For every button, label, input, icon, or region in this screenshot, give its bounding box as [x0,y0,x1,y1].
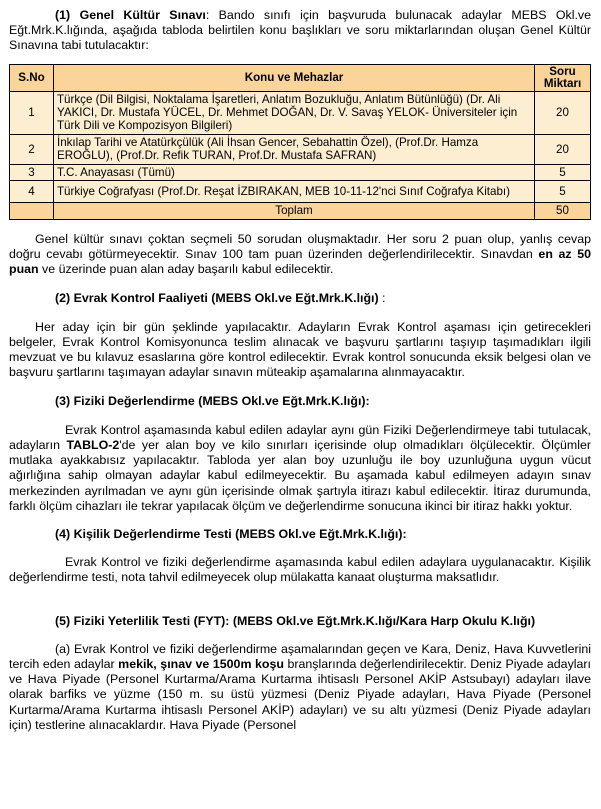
header-soru: Soru Miktarı [535,64,591,91]
section5-text-2: branşlarında değerlendirilecektir. Deniz Piyade adayları ve Hava Piyade (Personel Kurtarma/Arama Kurtarma ihtisaslı Personel AKİP Astsubayı) adayları ilave olarak barfiks ve yüzme (150 m. su üstü yüzmesi (Deniz Piyade adayları, Hava Piyade (Personel Kurtarma/Arama Kurtarma ihtisaslı Personel AKİP) adayları) ve su altı yüzmesi (Deniz Piyade adayları için) testlerine alınacaklardır. Hava Piyade (Personel [9,656,591,732]
section5-bold: mekik, şınav ve 1500m koşu [118,656,284,671]
section4-heading: (4) Kişilik Değerlendirme Testi (MEBS Okl.ve Eğt.Mrk.K.lığı): [55,526,407,541]
section5-heading: (5) Fiziki Yeterlilik Testi (FYT): (MEBS Okl.ve Eğt.Mrk.K.lığı/Kara Harp Okulu K.lığı) [55,613,536,628]
total-value: 50 [535,203,591,219]
table-row [10,91,591,134]
row-konu: İnkılap Tarihi ve Atatürkçülük (Ali İhsan Gencer, Sebahattin Özel), (Prof.Dr. Hamza EROĞLU), (Prof.Dr. Refik TURAN, Prof.Dr. Mustafa SAFRAN) [53,134,534,164]
row-konu: Türkiye Coğrafyası (Prof.Dr. Reşat İZBIRAKAN, MEB 10-11-12'nci Sınıf Coğrafya Kitabı) [53,181,534,203]
section3-title: (3) Fiziki Değerlendirme (MEBS Okl.ve Eğt.Mrk.K.lığı) [55,394,366,409]
row-soru: 5 [535,181,591,203]
section1-title: Genel Kültür Sınavı [79,8,206,22]
section1-text: : Bando sınıfı için başvuruda bulunacak adaylar MEBS Okl.ve Eğt.Mrk.K.lığında, aşağıda tabloda belirtilen konu başlıkları ve soru miktarlarından oluşan Genel Kültür Sınavına tabi tutulacaktır: [9,8,592,53]
genel-text-1: Genel kültür sınavı çoktan seçmeli 50 sorudan oluşmaktadır. Her soru 2 puan olup, yanlış cevap doğru cevabı götürmeyecektir. Sınav 100 tam puan üzerinden değerlendirilecektir. Sınavdan [9,231,591,262]
row-sno: 4 [10,181,54,203]
section2-paragraph: Her aday için bir gün şeklinde yapılacaktır. Adayların Evrak Kontrol aşaması için getirecekleri belgeler, Evrak Kontrol Komisyonunca teslim alınacak ve başvuru şartlarını taşıyıp taşımadıkları ilgili mevzuat ve bu kılavuz esaslarına göre kontrol edilecektir. Evrak kontrol sonucunda eksik belgesi olan ve başvuru şartlarını taşımayan adaylar sınavın müteakip aşamalarına alınmayacaktır. [9,319,591,380]
row-konu: Türkçe (Dil Bilgisi, Noktalama İşaretleri, Anlatım Bozukluğu, Anlatım Bütünlüğü) (Dr. Ali YAKICI, Dr. Mustafa YÜCEL, Dr. Mehmet DOĞAN, Dr. V. Savaş YELOK- Üniversiteler için Türk Dili ve Kompozisyon Bilgileri) [53,91,534,134]
section1-paragraph [9,8,591,54]
section2-heading [55,291,591,306]
genel-kultur-paragraph [9,232,591,278]
section1-number: (1) [55,8,71,22]
subject-table [9,64,591,220]
row-soru: 5 [535,164,591,180]
section2-title: (2) Evrak Kontrol Faaliyeti (MEBS Okl.ve Eğt.Mrk.K.lığı) [55,291,379,306]
table-header-row [10,64,591,91]
row-sno: 3 [10,164,54,180]
total-empty-cell [10,203,54,219]
header-sno: S.No [10,64,54,91]
row-sno: 2 [10,134,54,164]
row-soru: 20 [535,91,591,134]
row-soru: 20 [535,134,591,164]
genel-text-2: ve üzerinde puan alan aday başarılı kabul edilecektir. [38,262,334,277]
section3-paragraph [9,423,591,514]
table-row [10,164,591,180]
section5-text-1: (a) Evrak Kontrol ve fiziki değerlendirme aşamalarından geçen ve Kara, Deniz, Hava Kuvvetlerini tercih eden adaylar [9,641,591,671]
table-row [10,181,591,203]
table-total-row [10,203,591,219]
section5-paragraph [9,642,591,733]
row-konu: T.C. Anayasası (Tümü) [53,164,534,180]
section3-heading [55,394,591,409]
section4-paragraph: Evrak Kontrol ve fiziki değerlendirme aşamasında kabul edilen adaylara uygulanacaktır. Kişilik değerlendirme testi, nota tahvil edilmeyecek olup mülakatta kanaat oluşturma maksatlıdır. [9,555,591,585]
row-sno: 1 [10,91,54,134]
total-label: Toplam [53,203,534,219]
section3-text-1: Evrak Kontrol aşamasında kabul edilen adaylar aynı gün Fiziki Değerlendirmeye tabi tutulacak, adayların [9,422,591,452]
section3-suffix: : [365,394,370,409]
genel-bold: en az 50 puan [9,247,591,277]
header-konu: Konu ve Mehazlar [53,64,534,91]
section2-suffix: : [378,291,386,306]
table-row [10,134,591,164]
section3-bold: TABLO-2 [66,437,120,452]
section3-text-2: 'de yer alan boy ve kilo sınırları içerisinde olup olmadıkları ölçülecektir. Ölçümler mutlaka ayakkabısız yapılacaktır. Tabloda yer alan boy uzunluğu ile boy uzunluğuna uygun vücut ağırlığına sahip olmayan adaylar kabul edilmeyecektir. Bu aşamada kabul edilmeyen adayın sınav merkezinden ayrılmadan ve aynı gün içerisinde olmak şartıyla itirazı kabul edilecektir. İtiraz durumunda, farklı ölçüm cihazları ile tekrar yapılacak ölçüm ve değerlendirme sonucuna ikinci bir itiraz hakkı yoktur. [9,437,591,513]
